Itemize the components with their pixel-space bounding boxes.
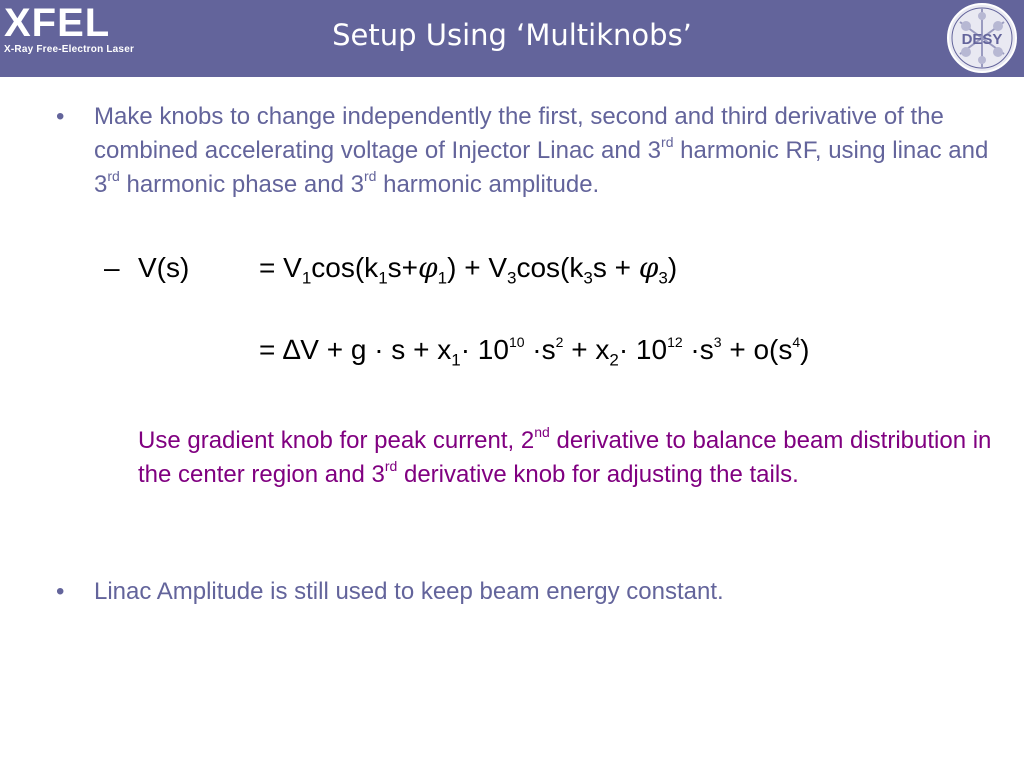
- knob-usage-note: Use gradient knob for peak current, 2nd derivative to balance beam distribution in the center region and 3rd derivative knob for adjusting the tails.: [138, 424, 992, 488]
- sub-bullet-dash: –: [104, 252, 120, 283]
- slide-title: Setup Using ‘Multiknobs’: [332, 18, 692, 52]
- equation-2-rhs: = $\Delta V + g \cdot s + x_1\cdot 10^{10} \cdot s^2 + x_2\cdot 10^{12} \cdot s^3 + o(s^4)$: [259, 333, 810, 370]
- bullet-marker: •: [56, 103, 65, 130]
- logo-sub-text: X-Ray Free-Electron Laser: [4, 44, 135, 55]
- equation-1-rhs: = $V_1\cos(k_1s+\varphi_1) + V_3\cos(k_3s + \varphi_3)$: [259, 251, 678, 288]
- header-bar: [0, 0, 1024, 77]
- desy-logo-text: DESY: [961, 31, 1003, 48]
- xfel-logo: [4, 3, 134, 56]
- desy-logo-icon: [946, 2, 1018, 74]
- logo-main-text: XFEL: [4, 1, 111, 45]
- bullet-1-text: Make knobs to change independently the first, second and third derivative of the combined accelerating voltage of Injector Linac and 3rd harmonic RF, using linac and 3rd harmonic phase and 3rd harmonic amplitude.: [94, 103, 989, 198]
- bullet-marker: •: [56, 578, 65, 605]
- equation-lhs: V(s): [138, 252, 190, 283]
- bullet-2-text: Linac Amplitude is still used to keep beam energy constant.: [94, 578, 724, 605]
